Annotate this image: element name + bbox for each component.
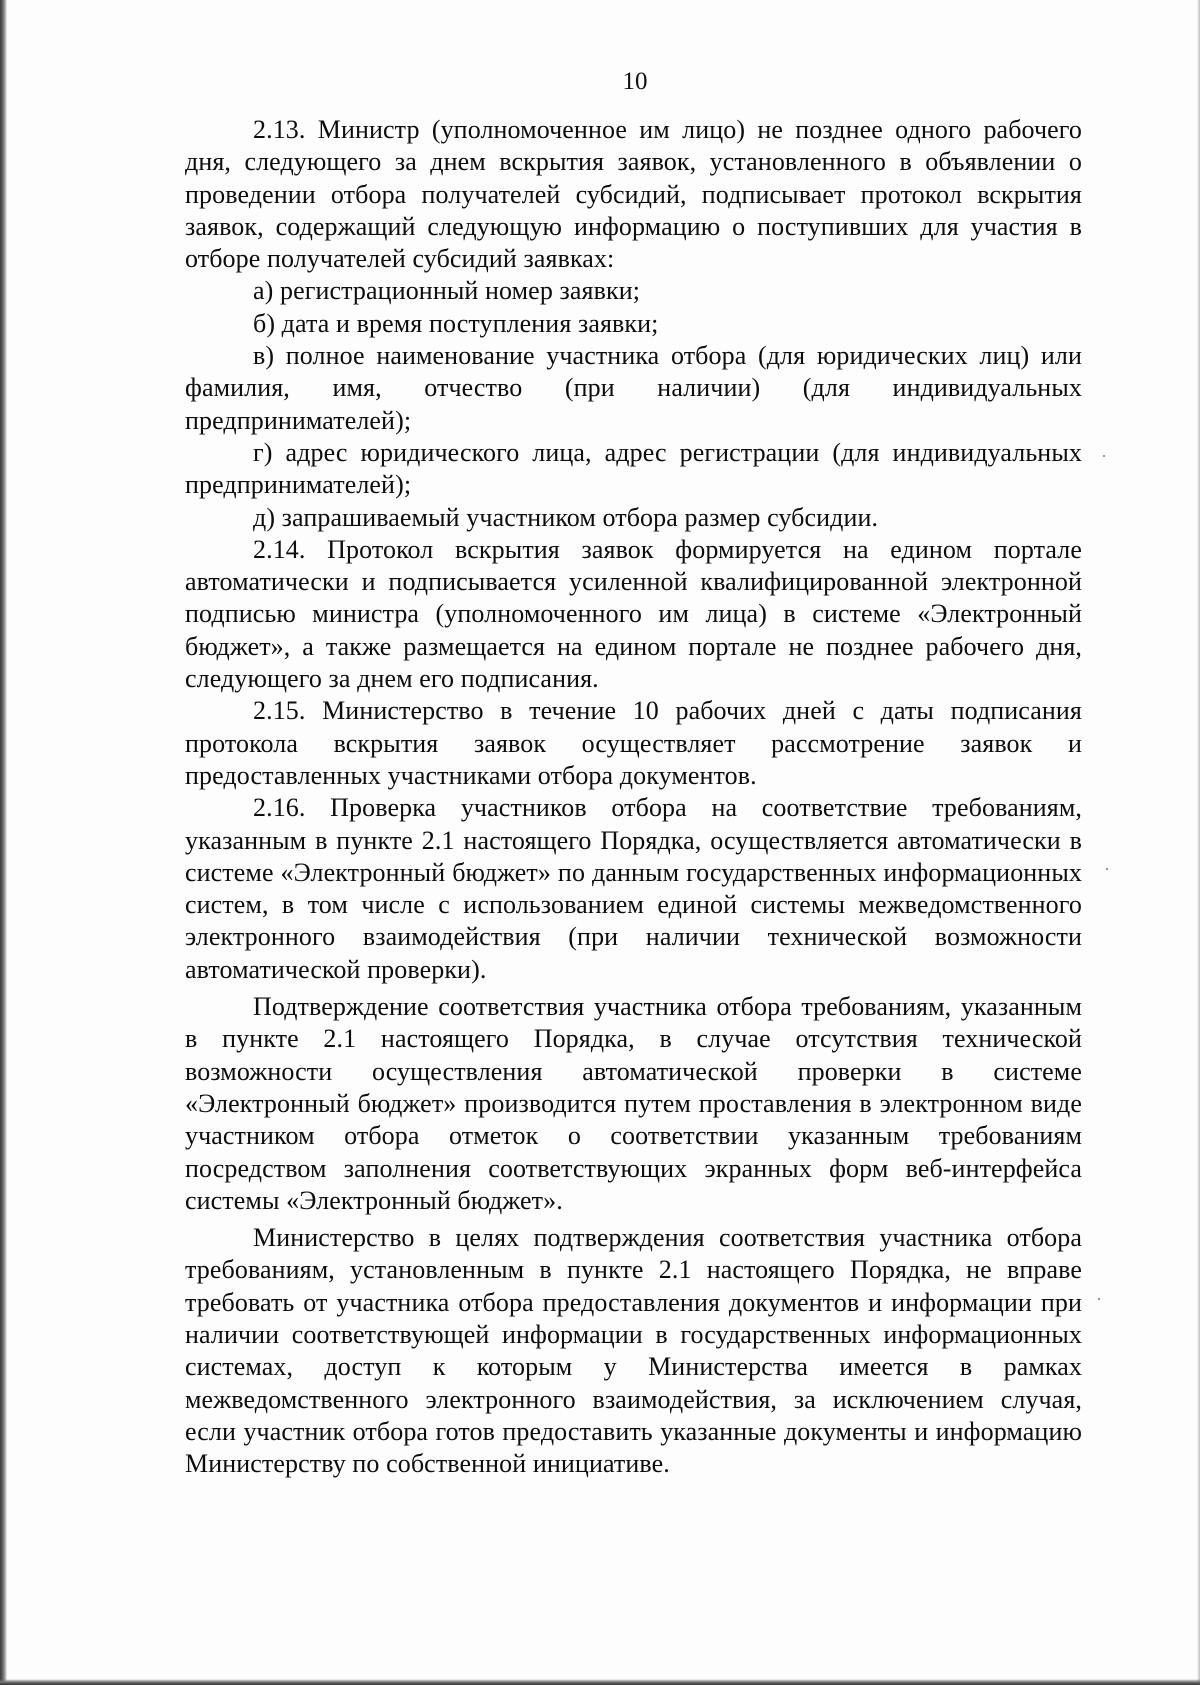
list-item-v: в) полное наименование участника отбора (для юридических лиц) или фамилия, имя, отчество (при наличии) (для индивидуальных предпринимателей);: [185, 341, 1082, 435]
paragraph-2-15: 2.15. Министерство в течение 10 рабочих дней с даты подписания протокола вскрытия заявок осуществляет рассмотрение заявок и предоставленных участниками отбора документов.: [185, 696, 1082, 790]
scan-edge-left: [0, 0, 7, 1685]
list-item-a: а) регистрационный номер заявки;: [253, 276, 641, 306]
paragraph-2-16: 2.16. Проверка участников отбора на соответствие требованиям, указанным в пункте 2.1 настоящего Порядка, осуществляется автоматически в системе «Электронный бюджет» по данным государственных информационных систем, в том числе с использованием единой системы межведомственного электронного взаимодействия (при наличии технической возможности автоматической проверки).: [185, 793, 1082, 984]
paragraph-2-14: 2.14. Протокол вскрытия заявок формируется на едином портале автоматически и подписывается усиленной квалифицированной электронной подписью министра (уполномоченного им лица) в системе «Электронный бюджет», а также размещается на едином портале не позднее рабочего дня, следующего за днем его подписания.: [185, 534, 1082, 694]
scan-speck: [1106, 868, 1108, 870]
list-item-g: г) адрес юридического лица, адрес регистрации (для индивидуальных предпринимателей);: [185, 437, 1082, 500]
paragraph-ministry: Министерство в целях подтверждения соответствия участника отбора требованиям, установленным в пункте 2.1 настоящего Порядка, не вправе требовать от участника отбора предоставления документов и информации при наличии соответствующей информации в государственных информационных системах, доступ к которым у Министерства имеется в рамках межведомственного электронного взаимодействия, за исключением случая, если участник отбора готов предоставить указанные документы и информацию Министерству по собственной инициативе.: [185, 1223, 1082, 1479]
scan-speck: [1098, 1298, 1100, 1300]
scan-edge-bottom: [0, 1679, 1200, 1685]
paragraph-2-13: 2.13. Министр (уполномоченное им лицо) не позднее одного рабочего дня, следующего за днем вскрытия заявок, установленного в объявлении о проведении отбора получателей субсидий, подписывает протокол вскрытия заявок, содержащий следующую информацию о поступивших для участия в отборе получателей субсидий заявках:: [185, 115, 1082, 274]
list-item-b: б) дата и время поступления заявки;: [253, 308, 659, 338]
list-item-d: д) запрашиваемый участником отбора размер субсидии.: [253, 502, 879, 532]
paragraph-confirmation: Подтверждение соответствия участника отбора требованиям, указанным в пункте 2.1 настоящего Порядка, в случае отсутствия технической возможности осуществления автоматической проверки в системе «Электронный бюджет» производится путем проставления в электронном виде участником отбора отметок о соответствии указанным требованиям посредством заполнения соответствующих экранных форм веб-интерфейса системы «Электронный бюджет».: [185, 992, 1082, 1215]
document-body: [185, 114, 1082, 1480]
scan-speck: [1103, 455, 1105, 457]
page-number: 10: [622, 68, 648, 95]
